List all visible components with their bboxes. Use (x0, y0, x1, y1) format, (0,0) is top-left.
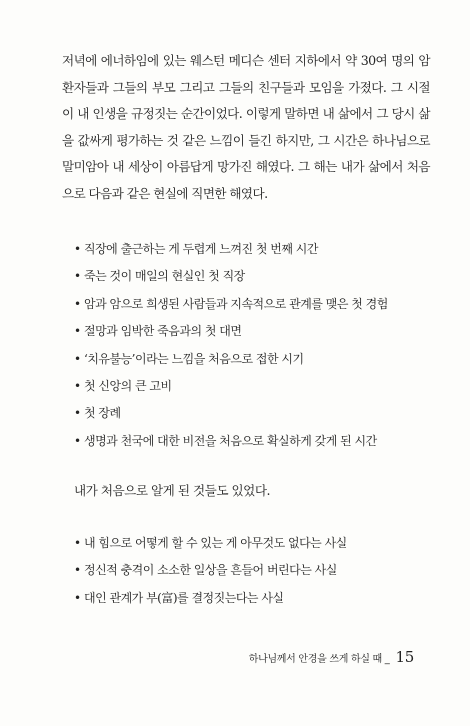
list-item: • 죽는 것이 매일의 현실인 첫 직장 (74, 267, 434, 294)
first-experiences-list (74, 240, 434, 459)
list-item: • 첫 장례 (74, 404, 434, 431)
list-item: • 생명과 천국에 대한 비전을 처음으로 확실하게 갖게 된 시간 (74, 432, 434, 459)
page-number: 15 (395, 648, 414, 666)
learned-facts-list (74, 534, 434, 616)
list-item: • 내 힘으로 어떻게 할 수 있는 게 아무것도 없다는 사실 (74, 534, 434, 561)
list-item: • 직장에 출근하는 게 두렵게 느껴진 첫 번째 시간 (74, 240, 434, 267)
transition-sentence: 내가 처음으로 알게 된 것들도 있었다. (74, 483, 271, 498)
list-item: • 암과 암으로 희생된 사람들과 지속적으로 관계를 맺은 첫 경험 (74, 295, 434, 322)
list-item: • 정신적 충격이 소소한 일상을 흔들어 버린다는 사실 (74, 561, 434, 588)
list-item: • ‘치유불능’이라는 느낌을 처음으로 접한 시기 (74, 350, 434, 377)
running-title: 하나님께서 안경을 쓰게 하실 때 _ (248, 654, 390, 665)
list-item: • 절망과 임박한 죽음과의 첫 대면 (74, 322, 434, 349)
list-item: • 대인 관계가 부(富)를 결정짓는다는 사실 (74, 589, 434, 616)
intro-paragraph: 저녁에 에너하임에 있는 웨스턴 메디슨 센터 지하에서 약 30여 명의 암 환자들과 그들의 부모 그리고 그들의 친구들과 모임을 가졌다. 그 시절이 내 인생을 규정짓는 순간이었다. 이렇게 말하면 내 삶에서 그 당시 삶을 값싸게 평가하는 것 같은 느낌이 들긴 하지만, 그 시간은 하나님으로 말미암아 내 세상이 아름답게 망가진 해였다. 그 해는 내가 삶에서 처음으로 다음과 같은 현실에 직면한 해였다. (62, 53, 430, 201)
page-footer (249, 648, 414, 666)
list-item: • 첫 신앙의 큰 고비 (74, 377, 434, 404)
